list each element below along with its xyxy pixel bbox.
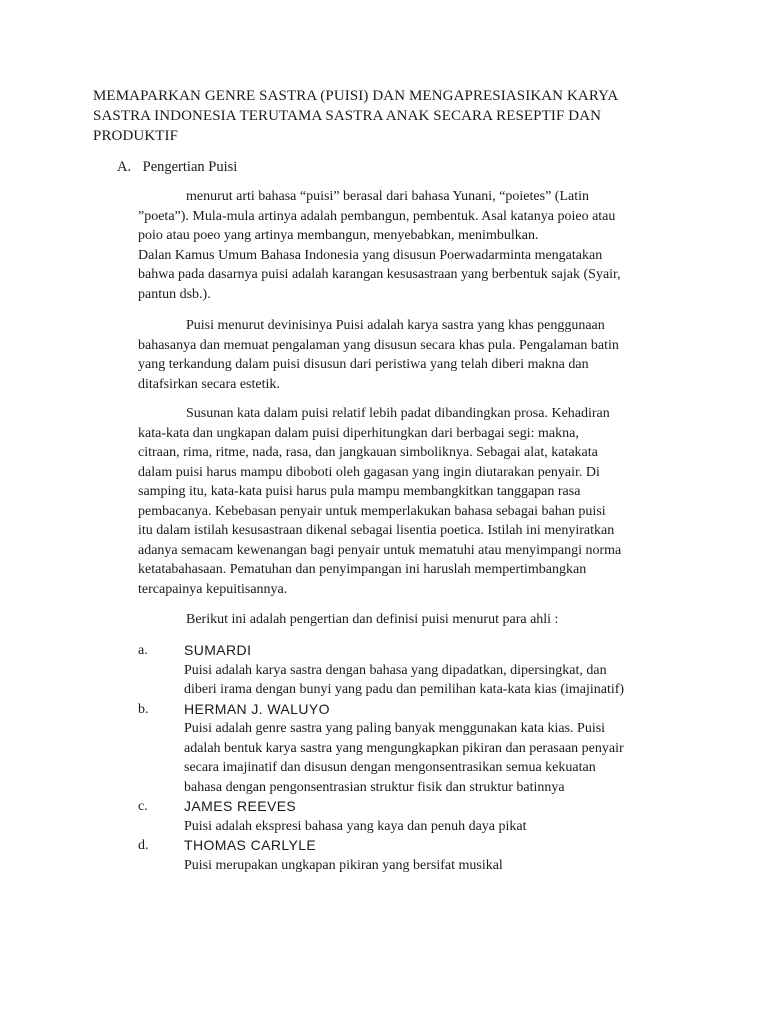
paragraph-experts-intro: [138, 610, 678, 630]
definition-line: Puisi adalah genre sastra yang paling banyak menggunakan kata kias. Puisi: [184, 721, 606, 736]
definition-line: Puisi adalah ekspresi bahasa yang kaya dan penuh daya pikat: [184, 818, 527, 834]
paragraph-line: bahasanya dan memuat pengalaman yang disusun secara khas pula. Pengalaman batin: [138, 337, 619, 353]
expert-definition: [184, 719, 698, 797]
paragraph-line: tercapainya kepuitisannya.: [138, 581, 288, 597]
list-marker: c.: [138, 799, 148, 814]
definition-line: adalah bentuk karya sastra yang mengungkapkan pikiran dan perasaan penyair: [184, 740, 624, 756]
list-marker: d.: [138, 838, 149, 853]
expert-definition: [184, 856, 698, 876]
paragraph-line: Dalan Kamus Umum Bahasa Indonesia yang disusun Poerwadarminta mengatakan: [138, 247, 603, 263]
paragraph-line: kata-kata dan ungkapan dalam puisi diperhitungkan dari berbagai segi: makna,: [138, 425, 579, 441]
paragraph-line: ditafsirkan secara estetik.: [138, 376, 280, 392]
expert-item-sumardi: [138, 641, 698, 700]
list-marker: b.: [138, 701, 149, 717]
section-heading: [117, 157, 237, 177]
paragraph-line: menurut arti bahasa “puisi” berasal dari bahasa Yunani, “poietes” (Latin: [186, 189, 589, 204]
expert-name: THOMAS CARLYLE: [184, 837, 317, 853]
expert-name: HERMAN J. WALUYO: [184, 700, 330, 717]
paragraph-etymology: [138, 187, 678, 304]
paragraph-line: yang terkandung dalam puisi disusun dari peristiwa yang telah diberi makna dan: [138, 357, 589, 372]
title-line: PRODUKTIF: [93, 128, 179, 144]
paragraph-line: itu dalam istilah kesusastraan dikenal sebagai lisentia poetica. Istilah ini menyiratkan: [138, 523, 615, 538]
paragraph-line: pembacanya. Kebebasan penyair untuk memperlakukan bahasa sebagai bahan puisi: [138, 503, 606, 519]
list-marker: a.: [138, 643, 148, 658]
paragraph-line: citraan, rima, ritme, nada, rasa, dan jangkauan simboliknya. Sebagai alat, katakata: [138, 445, 598, 460]
definition-line: Puisi merupakan ungkapan pikiran yang bersifat musikal: [184, 857, 503, 873]
paragraph-line: Puisi menurut devinisinya Puisi adalah karya sastra yang khas penggunaan: [186, 318, 605, 333]
paragraph-structure: [138, 404, 678, 599]
expert-definition: [184, 817, 698, 837]
expert-item-thomas-carlyle: [138, 836, 698, 875]
paragraph-line: bahwa pada dasarnya puisi adalah karangan kesusastraan yang berbentuk sajak (Syair,: [138, 267, 621, 282]
definition-line: diberi irama dengan bunyi yang padu dan pemilihan kata-kata kias (imajinatif): [184, 682, 625, 697]
title-line: MEMAPARKAN GENRE SASTRA (PUISI) DAN MENGAPRESIASIKAN KARYA: [93, 88, 619, 104]
paragraph-line: dalam puisi harus mampu diboboti oleh gagasan yang ingin diutarakan penyair. Di: [138, 464, 600, 480]
paragraph-line: ketatabahasaan. Pematuhan dan penyimpangan ini haruslah mempertimbangkan: [138, 562, 587, 577]
expert-definition: [184, 661, 698, 700]
section-title: Pengertian Puisi: [142, 159, 238, 175]
section-letter: A.: [117, 159, 132, 175]
paragraph-line: ”poeta”). Mula-mula artinya adalah pembangun, pembentuk. Asal katanya poieo atau: [138, 208, 616, 224]
paragraph-line: pantun dsb.).: [138, 286, 211, 302]
paragraph-line: poio atau poeo yang artinya membangun, menyebabkan, menimbulkan.: [138, 228, 539, 243]
paragraph-line: Berikut ini adalah pengertian dan definisi puisi menurut para ahli :: [186, 612, 559, 627]
experts-list: [138, 641, 698, 875]
expert-name: JAMES REEVES: [184, 798, 297, 814]
expert-name: SUMARDI: [184, 642, 252, 658]
paragraph-definition: [138, 316, 678, 394]
title-line: SASTRA INDONESIA TERUTAMA SASTRA ANAK SECARA RESEPTIF DAN: [93, 108, 602, 124]
expert-item-james-reeves: [138, 797, 698, 836]
definition-line: secara imajinatif dan disusun dengan mengonsentrasikan semua kekuatan: [184, 760, 596, 775]
paragraph-line: samping itu, kata-kata puisi harus pula mampu membangkitkan tanggapan rasa: [138, 484, 581, 499]
paragraph-line: adanya semacam kewenangan bagi penyair untuk mematuhi atau menyimpangi norma: [138, 542, 622, 558]
definition-line: bahasa dengan pengonsentrasian struktur fisik dan struktur batinnya: [184, 779, 565, 795]
document-title: [93, 86, 693, 146]
definition-line: Puisi adalah karya sastra dengan bahasa yang dipadatkan, dipersingkat, dan: [184, 662, 607, 678]
paragraph-line: Susunan kata dalam puisi relatif lebih padat dibandingkan prosa. Kehadiran: [186, 406, 610, 421]
expert-item-herman-waluyo: [138, 700, 698, 798]
